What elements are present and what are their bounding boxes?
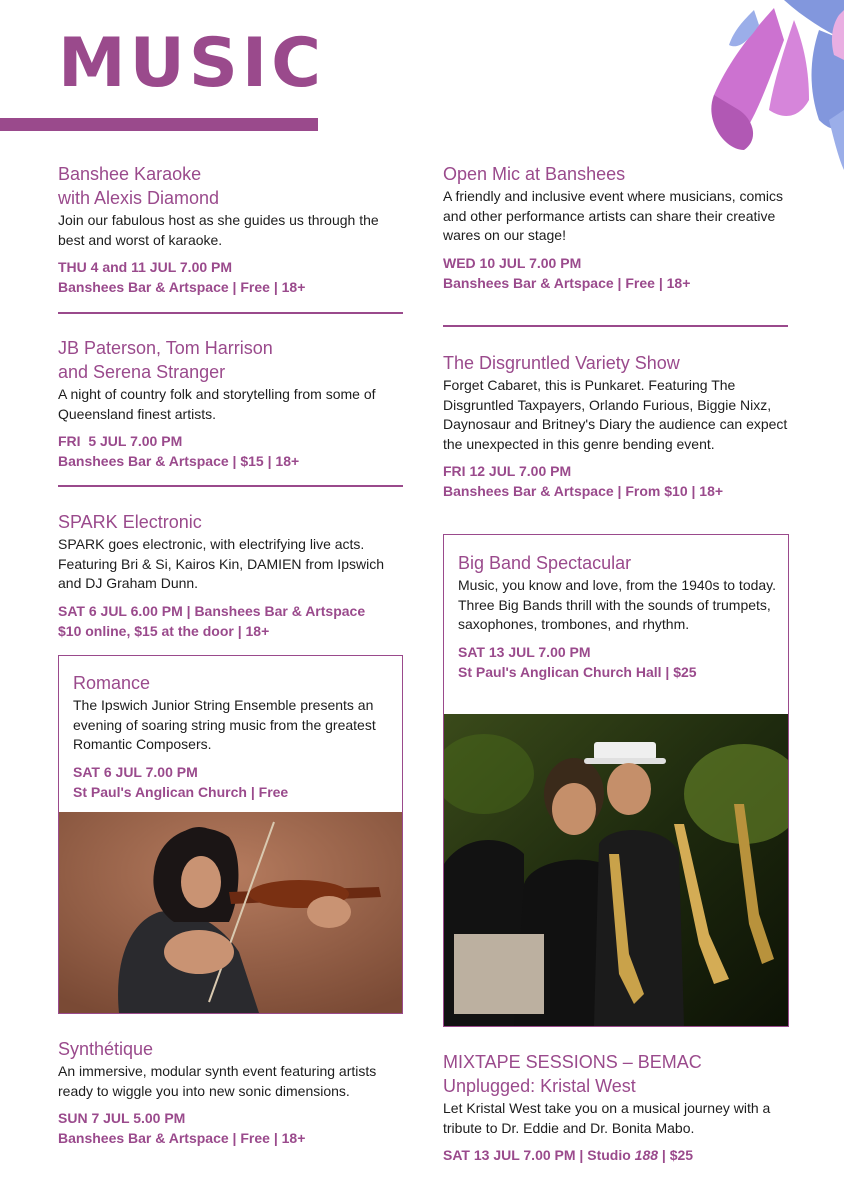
event-title: Romance (73, 673, 151, 693)
event-venue-price: Banshees Bar & Artspace | $15 | 18+ (58, 453, 300, 469)
event-title-line-2: with Alexis Diamond (58, 188, 220, 208)
event-datetime-venue-price (443, 1145, 788, 1165)
jacaranda-flower-icon (634, 0, 844, 175)
event-description: An immersive, modular synth event featuring artists ready to wiggle you into new sonic dimensions. (58, 1063, 377, 1099)
big-band-photo (444, 714, 788, 1026)
event-venue-price: Banshees Bar & Artspace | Free | 18+ (443, 274, 691, 291)
event-description: Music, you know and love, from the 1940s to today. Three Big Bands thrill with the sounds of trumpets, saxophones, trombones, and rhythm. (458, 577, 777, 632)
event-datetime: SAT 6 JUL 7.00 PM (73, 763, 198, 780)
event-title: MIXTAPE SESSIONS – BEMAC (443, 1052, 702, 1072)
venue-number: 188 (634, 1147, 659, 1163)
event-title-line-2: Unplugged: Kristal West (443, 1076, 636, 1096)
event-venue-price: St Paul's Anglican Church | Free (73, 783, 289, 800)
event-datetime: SUN 7 JUL 5.00 PM (58, 1110, 186, 1126)
event-description: The Ipswich Junior String Ensemble presents an evening of soaring string music from the greatest Romantic Composers. (73, 697, 376, 752)
event-datetime: THU 4 and 11 JUL 7.00 PM (58, 259, 233, 275)
title-underline (0, 118, 318, 131)
event-title: Big Band Spectacular (458, 553, 632, 573)
event-venue-price: Banshees Bar & Artspace | From $10 | 18+ (443, 483, 724, 499)
divider (58, 485, 403, 487)
event-description: Let Kristal West take you on a musical journey with a tribute to Dr. Eddie and Dr. Bonita Mabo. (443, 1100, 771, 1136)
event-price-suffix: | $25 (658, 1147, 694, 1163)
event-venue-price: St Paul's Anglican Church Hall | $25 (458, 663, 697, 680)
event-venue-price: Banshees Bar & Artspace | Free | 18+ (58, 1130, 306, 1146)
event-big-band-spectacular (458, 551, 778, 682)
event-title: Open Mic at Banshees (443, 164, 626, 184)
divider (443, 325, 788, 327)
event-title: Synthétique (58, 1039, 154, 1059)
event-datetime: WED 10 JUL 7.00 PM (443, 254, 582, 271)
event-romance (73, 671, 393, 802)
event-datetime: FRI 12 JUL 7.00 PM (443, 463, 572, 479)
event-synthetique (58, 1037, 403, 1148)
event-title: Banshee Karaoke (58, 164, 202, 184)
violinist-photo (59, 812, 402, 1013)
divider (58, 312, 403, 314)
event-title: The Disgruntled Variety Show (443, 353, 680, 373)
event-datetime: FRI 5 JUL 7.00 PM (58, 433, 183, 449)
event-mixtape-sessions (443, 1050, 788, 1165)
event-description: A night of country folk and storytelling from some of Queensland finest artists. (58, 386, 376, 422)
event-description: Join our fabulous host as she guides us through the best and worst of karaoke. (58, 212, 379, 248)
event-title: JB Paterson, Tom Harrison (58, 338, 273, 358)
event-description: SPARK goes electronic, with electrifying live acts. Featuring Bri & Si, Kairos Kin, DAMIEN from Ipswich and DJ Graham Dunn. (58, 536, 384, 591)
event-banshee-karaoke (58, 162, 403, 297)
page-title: MUSIC (58, 24, 326, 103)
event-datetime: SAT 13 JUL 7.00 PM (458, 643, 591, 660)
event-description: A friendly and inclusive event where musicians, comics and other performance artists can share their creative wares on our stage! (443, 188, 784, 243)
event-title-line-2: and Serena Stranger (58, 362, 226, 382)
event-jb-paterson (58, 336, 403, 471)
event-venue-price: $10 online, $15 at the door | 18+ (58, 622, 270, 639)
event-description: Forget Cabaret, this is Punkaret. Featuring The Disgruntled Taxpayers, Orlando Furious, Biggie Nixz, Daynosaur and Britney's Diary the audience can expect the unexpected in this genre bending event. (443, 377, 788, 452)
event-venue-price: Banshees Bar & Artspace | Free | 18+ (58, 279, 306, 295)
event-datetime-prefix: SAT 13 JUL 7.00 PM | Studio (443, 1147, 635, 1163)
event-datetime: SAT 6 JUL 6.00 PM | Banshees Bar & Artspace (58, 602, 366, 619)
event-disgruntled-variety-show (443, 351, 788, 501)
event-open-mic (443, 162, 788, 293)
event-spark-electronic (58, 510, 403, 641)
event-title: SPARK Electronic (58, 512, 202, 532)
